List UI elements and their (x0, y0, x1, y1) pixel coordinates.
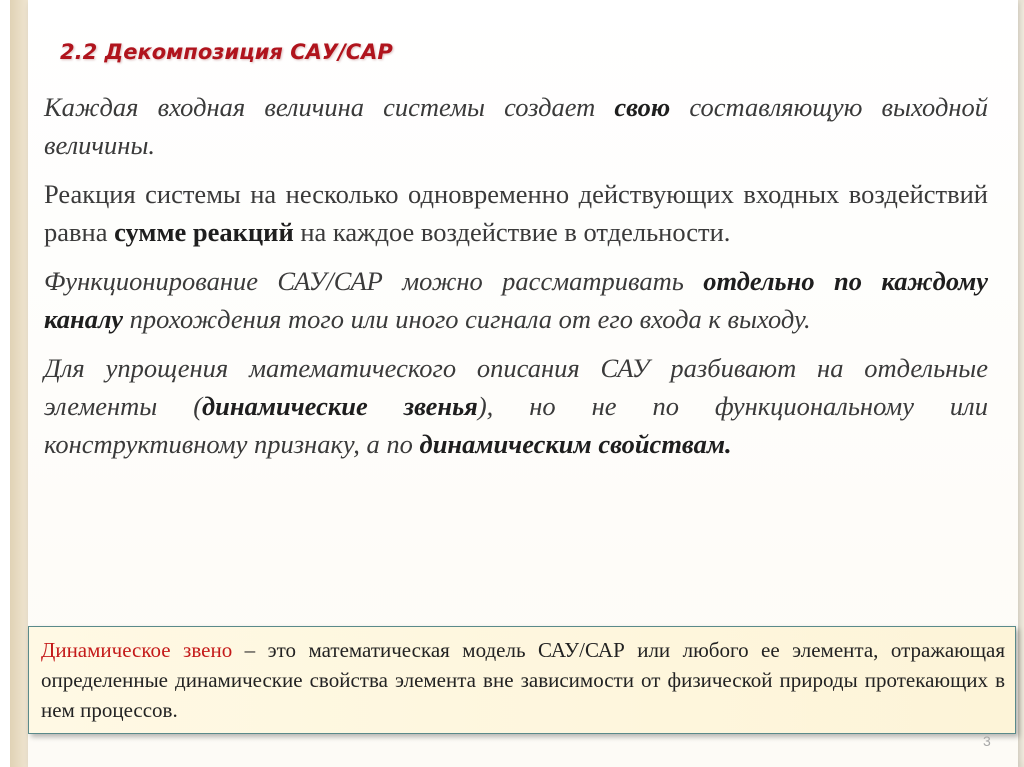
paragraph-4 (44, 349, 988, 463)
paragraph-2 (44, 175, 988, 251)
decorative-left-band (10, 0, 28, 767)
paragraph-4-text-c: ), но не по функциональному или конструктивному признаку, а по (44, 391, 988, 459)
definition-box (28, 626, 1016, 734)
paragraph-1-text-c: составляющую выходной величины. (44, 92, 988, 160)
paragraph-3 (44, 262, 988, 338)
paragraph-3-text-a: Функционирование САУ/САР можно рассматривать (44, 266, 704, 296)
paragraph-4-text-a: Для упрощения математического описания САУ разбивают на отдельные элементы ( (44, 353, 988, 421)
paragraph-3-text-c: прохождения того или иного сигнала от его входа к выходу. (123, 304, 811, 334)
paragraph-1 (44, 88, 988, 164)
paragraph-2-emphasis: сумме реакций (114, 217, 294, 247)
slide-body (44, 88, 988, 474)
paragraph-1-emphasis: свою (614, 92, 671, 122)
definition-text: – это математическая модель САУ/САР или любого ее элемента, отражающая определенные динамические свойства элемента вне зависимости от физической природы протекающих в нем процессов. (41, 638, 1005, 722)
definition-term: Динамическое звено (41, 638, 233, 662)
slide-title: 2.2 Декомпозиция САУ/САР (60, 40, 393, 64)
paragraph-4-emphasis-2: динамическим свойствам. (419, 429, 732, 459)
paragraph-2-text-a: Реакция системы на несколько одновременно действующих входных воздействий равна (44, 179, 988, 247)
page-number: 3 (983, 733, 991, 749)
paragraph-3-emphasis: отдельно по каждому каналу (44, 266, 988, 334)
paragraph-1-text-a: Каждая входная величина системы создает (44, 92, 615, 122)
paragraph-2-text-c: на каждое воздействие в отдельности. (293, 217, 731, 247)
paragraph-4-emphasis-1: динамические звенья (202, 391, 478, 421)
